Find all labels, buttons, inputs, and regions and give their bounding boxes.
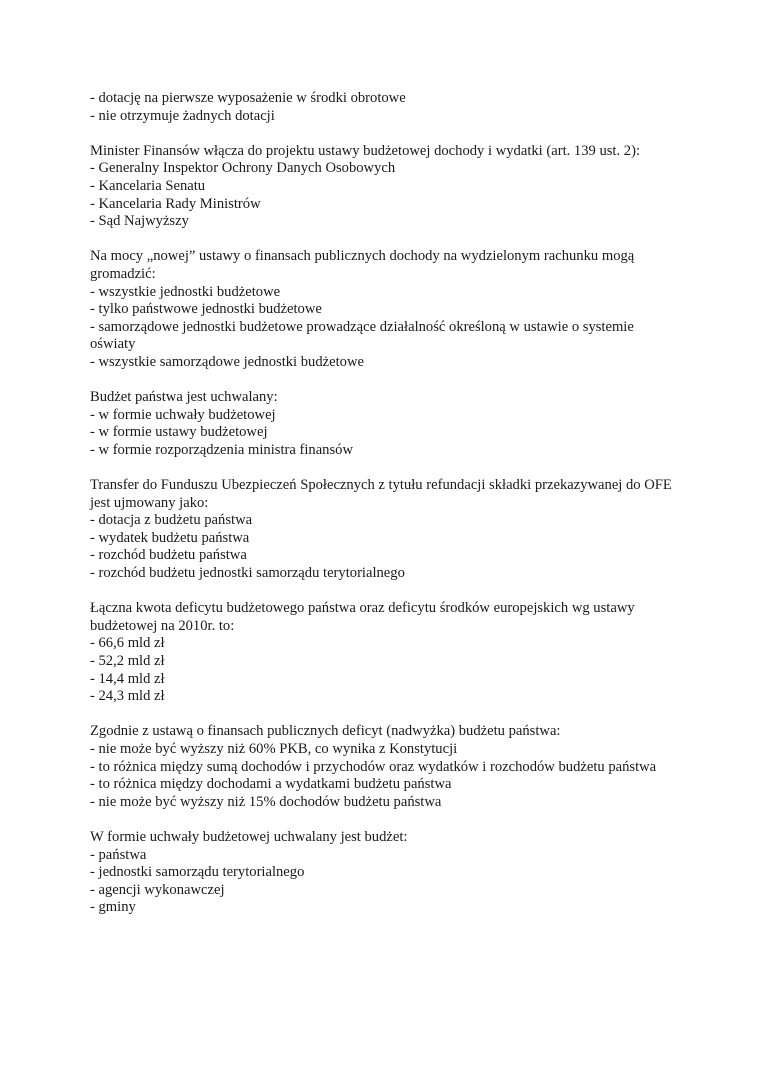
question-block xyxy=(90,829,680,917)
question-text: Na mocy „nowej” ustawy o finansach publicznych dochody na wydzielonym rachunku mogą gromadzić: xyxy=(90,248,635,282)
answer-option: - Sąd Najwyższy xyxy=(90,213,189,230)
question-text: W formie uchwały budżetowej uchwalany jest budżet: xyxy=(90,828,408,845)
question-block xyxy=(90,248,680,371)
answer-option: - w formie rozporządzenia ministra finansów xyxy=(90,441,353,458)
answer-option: - nie otrzymuje żadnych dotacji xyxy=(90,107,275,124)
question-block xyxy=(90,723,680,811)
question-text: Łączna kwota deficytu budżetowego państwa oraz deficytu środków europejskich wg ustawy budżetowej na 2010r. to: xyxy=(90,600,635,634)
question-text: Transfer do Funduszu Ubezpieczeń Społecznych z tytułu refundacji składki przekazywanej do OFE jest ujmowany jako: xyxy=(90,477,672,511)
question-text: Zgodnie z ustawą o finansach publicznych deficyt (nadwyżka) budżetu państwa: xyxy=(90,723,561,740)
answer-option: - dotacja z budżetu państwa xyxy=(90,512,253,529)
question-block xyxy=(90,600,680,706)
answer-option: - 24,3 mld zł xyxy=(90,688,165,705)
answer-option: - Kancelaria Rady Ministrów xyxy=(90,195,261,212)
answer-option: - w formie ustawy budżetowej xyxy=(90,424,268,441)
answer-option: - 52,2 mld zł xyxy=(90,653,165,669)
answer-option: - w formie uchwały budżetowej xyxy=(90,406,276,423)
answer-option: - państwa xyxy=(90,846,147,863)
answer-option: - to różnica między sumą dochodów i przychodów oraz wydatków i rozchodów budżetu państwa xyxy=(90,758,657,775)
answer-option: - dotację na pierwsze wyposażenie w środki obrotowe xyxy=(90,90,406,106)
question-block xyxy=(90,389,680,459)
answer-option: - to różnica między dochodami a wydatkami budżetu państwa xyxy=(90,776,452,793)
answer-option: - rozchód budżetu jednostki samorządu terytorialnego xyxy=(90,565,405,582)
answer-option: - jednostki samorządu terytorialnego xyxy=(90,864,305,881)
answer-option: - gminy xyxy=(90,899,136,916)
answer-option: - 66,6 mld zł xyxy=(90,635,165,652)
answer-option: - wszystkie samorządowe jednostki budżetowe xyxy=(90,353,364,370)
answer-option: - wszystkie jednostki budżetowe xyxy=(90,283,281,300)
answer-option: - Kancelaria Senatu xyxy=(90,177,206,194)
question-block xyxy=(90,477,680,583)
question-block xyxy=(90,143,680,231)
answer-option: - wydatek budżetu państwa xyxy=(90,529,250,546)
question-text: Budżet państwa jest uchwalany: xyxy=(90,389,278,406)
answer-option: - nie może być wyższy niż 60% PKB, co wynika z Konstytucji xyxy=(90,740,458,757)
answer-option: - rozchód budżetu państwa xyxy=(90,547,247,564)
answer-option: - agencji wykonawczej xyxy=(90,881,225,898)
answer-option: - samorządowe jednostki budżetowe prowadzące działalność określoną w ustawie o systemie oświaty xyxy=(90,318,634,353)
document-page xyxy=(90,90,680,935)
question-block xyxy=(90,90,680,125)
answer-option: - Generalny Inspektor Ochrony Danych Osobowych xyxy=(90,160,396,177)
answer-option: - tylko państwowe jednostki budżetowe xyxy=(90,301,322,318)
answer-option: - 14,4 mld zł xyxy=(90,670,165,687)
answer-option: - nie może być wyższy niż 15% dochodów budżetu państwa xyxy=(90,793,442,810)
question-text: Minister Finansów włącza do projektu ustawy budżetowej dochody i wydatki (art. 139 ust. 2): xyxy=(90,142,640,159)
